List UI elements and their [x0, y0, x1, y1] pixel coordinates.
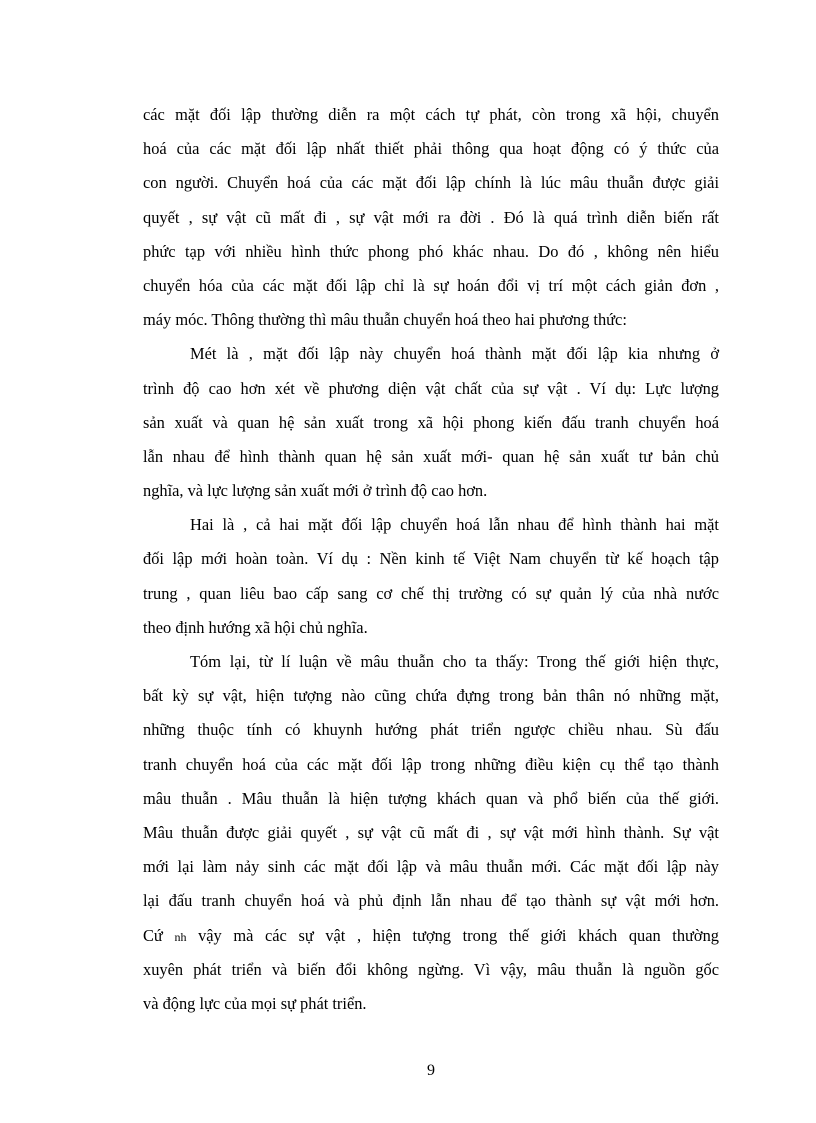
- text-line: đối lập mới hoàn toàn. Ví dụ : Nền kinh tế Việt Nam chuyển từ kế hoạch tập: [143, 549, 719, 569]
- text-line: máy móc. Thông thường thì mâu thuẫn chuyển hoá theo hai phương thức:: [143, 310, 627, 330]
- text-line: Mét là , mặt đối lập này chuyển hoá thành mặt đối lập kia nhưng ở: [190, 344, 719, 364]
- text-line: theo định hướng xã hội chủ nghĩa.: [143, 617, 368, 637]
- text-line-with-small-text: [143, 919, 719, 953]
- page-number: 9: [427, 1062, 435, 1079]
- text-fragment: Cứ: [143, 925, 163, 945]
- text-line: sản xuất và quan hệ sản xuất trong xã hội phong kiến đấu tranh chuyển hoá: [143, 412, 719, 432]
- text-line: Mâu thuẫn được giải quyết , sự vật cũ mất đi , sự vật mới hình thành. Sự vật: [143, 822, 719, 842]
- text-fragment: vậy mà các sự vật , hiện tượng trong thế giới khách quan thường: [198, 925, 719, 945]
- text-line: bất kỳ sự vật, hiện tượng nào cũng chứa đựng trong bản thân nó những mặt,: [143, 686, 719, 706]
- paragraph-2: [143, 337, 719, 508]
- text-line: lại đấu tranh chuyển hoá và phủ định lẫn nhau để tạo thành sự vật mới hơn.: [143, 891, 719, 911]
- paragraph-1: [143, 98, 719, 337]
- text-line: những thuộc tính có khuynh hướng phát triển ngược chiều nhau. Sù đấu: [143, 720, 719, 740]
- text-line: chuyển hóa của các mặt đối lập chỉ là sự hoán đổi vị trí một cách giản đơn ,: [143, 275, 719, 295]
- text-line: tranh chuyển hoá của các mặt đối lập trong những điều kiện cụ thể tạo thành: [143, 754, 719, 774]
- small-text-fragment: nh: [174, 929, 187, 944]
- text-line: hoá của các mặt đối lập nhất thiết phải thông qua hoạt động có ý thức của: [143, 139, 719, 159]
- text-line: quyết , sự vật cũ mất đi , sự vật mới ra đời . Đó là quá trình diễn biến rất: [143, 207, 719, 227]
- text-line: con người. Chuyển hoá của các mặt đối lập chính là lúc mâu thuẫn được giải: [143, 173, 719, 193]
- text-line: Hai là , cả hai mặt đối lập chuyển hoá lẫn nhau để hình thành hai mặt: [190, 515, 719, 535]
- text-line: xuyên phát triển và biến đổi không ngừng. Vì vậy, mâu thuẫn là nguồn gốc: [143, 959, 719, 979]
- text-line: lẫn nhau để hình thành quan hệ sản xuất mới- quan hệ sản xuất tư bản chủ: [143, 446, 719, 466]
- text-line: trình độ cao hơn xét về phương diện vật chất của sự vật . Ví dụ: Lực lượng: [143, 378, 719, 398]
- text-line: mâu thuẫn . Mâu thuẫn là hiện tượng khách quan và phổ biến của thế giới.: [143, 788, 719, 808]
- text-line: mới lại làm nảy sinh các mặt đối lập và mâu thuẫn mới. Các mặt đối lập này: [143, 857, 719, 877]
- document-body: [143, 98, 719, 1021]
- text-line: và động lực của mọi sự phát triển.: [143, 993, 367, 1013]
- text-line: nghĩa, và lực lượng sản xuất mới ở trình độ cao hơn.: [143, 481, 488, 501]
- text-line: các mặt đối lập thường diễn ra một cách tự phát, còn trong xã hội, chuyển: [143, 105, 719, 124]
- text-line: trung , quan liêu bao cấp sang cơ chế thị trường có sự quản lý của nhà nước: [143, 583, 719, 603]
- text-line: Tóm lại, từ lí luận về mâu thuẫn cho ta thấy: Trong thế giới hiện thực,: [190, 652, 719, 671]
- paragraph-3: [143, 508, 719, 645]
- paragraph-4: [143, 645, 719, 1021]
- text-line: phức tạp với nhiều hình thức phong phó khác nhau. Do đó , không nên hiểu: [143, 241, 719, 261]
